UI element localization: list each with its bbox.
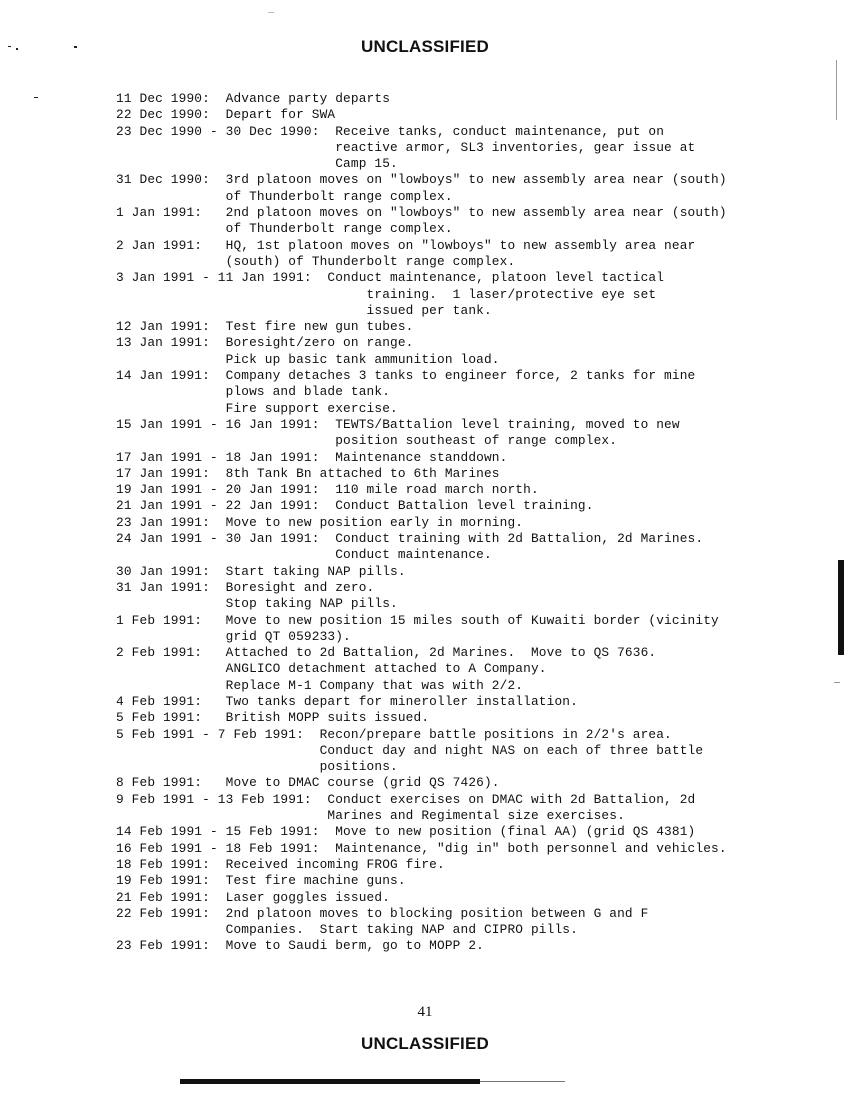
chronology-line: Fire support exercise. [116, 400, 398, 416]
chronology-line: of Thunderbolt range complex. [116, 221, 453, 237]
chronology-line: 5 Feb 1991: British MOPP suits issued. [116, 710, 430, 726]
classification-header: UNCLASSIFIED [360, 37, 490, 56]
chronology-line: Camp 15. [116, 156, 398, 172]
chronology-line: 3 Jan 1991 - 11 Jan 1991: Conduct maintenance, platoon level tactical [116, 270, 665, 286]
chronology-line: 11 Dec 1990: Advance party departs [116, 91, 391, 106]
scan-speck [268, 12, 274, 13]
chronology-line: 2 Feb 1991: Attached to 2d Battalion, 2d Marines. Move to QS 7636. [116, 645, 657, 661]
page-number: 41 [417, 1004, 433, 1020]
scan-bottom-line [480, 1081, 565, 1082]
chronology-line: 21 Feb 1991: Laser goggles issued. [116, 889, 391, 905]
chronology-line: 14 Jan 1991: Company detaches 3 tanks to engineer force, 2 tanks for mine [116, 368, 696, 384]
scan-speck [34, 97, 38, 98]
scan-speck [834, 682, 840, 683]
chronology-line: Conduct maintenance. [116, 547, 492, 563]
chronology-line: 23 Jan 1991: Move to new position early in morning. [116, 514, 524, 530]
chronology-line: (south) of Thunderbolt range complex. [116, 253, 516, 269]
scan-edge-bar [838, 560, 844, 655]
chronology-line: Replace M-1 Company that was with 2/2. [116, 677, 524, 693]
chronology-line: 31 Dec 1990: 3rd platoon moves on "lowboys" to new assembly area near (south) [116, 172, 727, 188]
chronology-line: 30 Jan 1991: Start taking NAP pills. [116, 563, 406, 579]
chronology-line: 23 Feb 1991: Move to Saudi berm, go to MOPP 2. [116, 938, 484, 954]
scan-bottom-bar [180, 1079, 480, 1084]
chronology-line: Conduct day and night NAS on each of three battle [116, 742, 704, 758]
chronology-line: 17 Jan 1991: 8th Tank Bn attached to 6th Marines [116, 465, 500, 481]
chronology-line: 1 Jan 1991: 2nd platoon moves on "lowboys" to new assembly area near (south) [116, 205, 727, 221]
chronology-line: Pick up basic tank ammunition load. [116, 351, 500, 367]
chronology-line: 13 Jan 1991: Boresight/zero on range. [116, 335, 414, 351]
chronology-line: 4 Feb 1991: Two tanks depart for mineroller installation. [116, 693, 578, 709]
chronology-line: training. 1 laser/protective eye set [116, 286, 657, 302]
chronology-line: 19 Feb 1991: Test fire machine guns. [116, 873, 406, 889]
chronology-list [116, 91, 830, 955]
chronology-line: 8 Feb 1991: Move to DMAC course (grid QS 7426). [116, 775, 500, 791]
chronology-line: 15 Jan 1991 - 16 Jan 1991: TEWTS/Battalion level training, moved to new [116, 416, 680, 432]
chronology-line: ANGLICO detachment attached to A Company. [116, 661, 547, 677]
chronology-line: 12 Jan 1991: Test fire new gun tubes. [116, 319, 414, 335]
chronology-line: 24 Jan 1991 - 30 Jan 1991: Conduct training with 2d Battalion, 2d Marines. [116, 531, 704, 547]
chronology-line: 22 Feb 1991: 2nd platoon moves to blocking position between G and F [116, 905, 649, 921]
chronology-line: 14 Feb 1991 - 15 Feb 1991: Move to new position (final AA) (grid QS 4381) [116, 824, 696, 840]
chronology-line: reactive armor, SL3 inventories, gear issue at [116, 139, 696, 155]
chronology-line: 18 Feb 1991: Received incoming FROG fire. [116, 856, 445, 872]
chronology-line: position southeast of range complex. [116, 433, 618, 449]
chronology-line: 22 Dec 1990: Depart for SWA [116, 107, 336, 123]
chronology-line: issued per tank. [116, 302, 492, 318]
chronology-line: 31 Jan 1991: Boresight and zero. [116, 579, 375, 595]
chronology-line: Stop taking NAP pills. [116, 596, 398, 612]
chronology-line: 1 Feb 1991: Move to new position 15 miles south of Kuwaiti border (vicinity [116, 612, 719, 628]
chronology-line: 16 Feb 1991 - 18 Feb 1991: Maintenance, "dig in" both personnel and vehicles. [116, 840, 727, 856]
chronology-line: 17 Jan 1991 - 18 Jan 1991: Maintenance standdown. [116, 449, 508, 465]
chronology-line: grid QT 059233). [116, 628, 351, 644]
chronology-line: 23 Dec 1990 - 30 Dec 1990: Receive tanks, conduct maintenance, put on [116, 123, 665, 139]
chronology-line: plows and blade tank. [116, 384, 391, 400]
chronology-line: of Thunderbolt range complex. [116, 188, 453, 204]
chronology-line: Companies. Start taking NAP and CIPRO pills. [116, 922, 578, 938]
chronology-line: 21 Jan 1991 - 22 Jan 1991: Conduct Battalion level training. [116, 498, 594, 514]
chronology-line: Marines and Regimental size exercises. [116, 808, 625, 824]
chronology-line: 9 Feb 1991 - 13 Feb 1991: Conduct exercises on DMAC with 2d Battalion, 2d [116, 791, 696, 807]
chronology-line: 5 Feb 1991 - 7 Feb 1991: Recon/prepare battle positions in 2/2's area. [116, 726, 672, 742]
chronology-line: 2 Jan 1991: HQ, 1st platoon moves on "lowboys" to new assembly area near [116, 237, 696, 253]
scan-edge-line [836, 60, 837, 120]
classification-footer: UNCLASSIFIED [360, 1034, 490, 1053]
chronology-line: positions. [116, 759, 398, 775]
chronology-line: 19 Jan 1991 - 20 Jan 1991: 110 mile road march north. [116, 482, 539, 498]
